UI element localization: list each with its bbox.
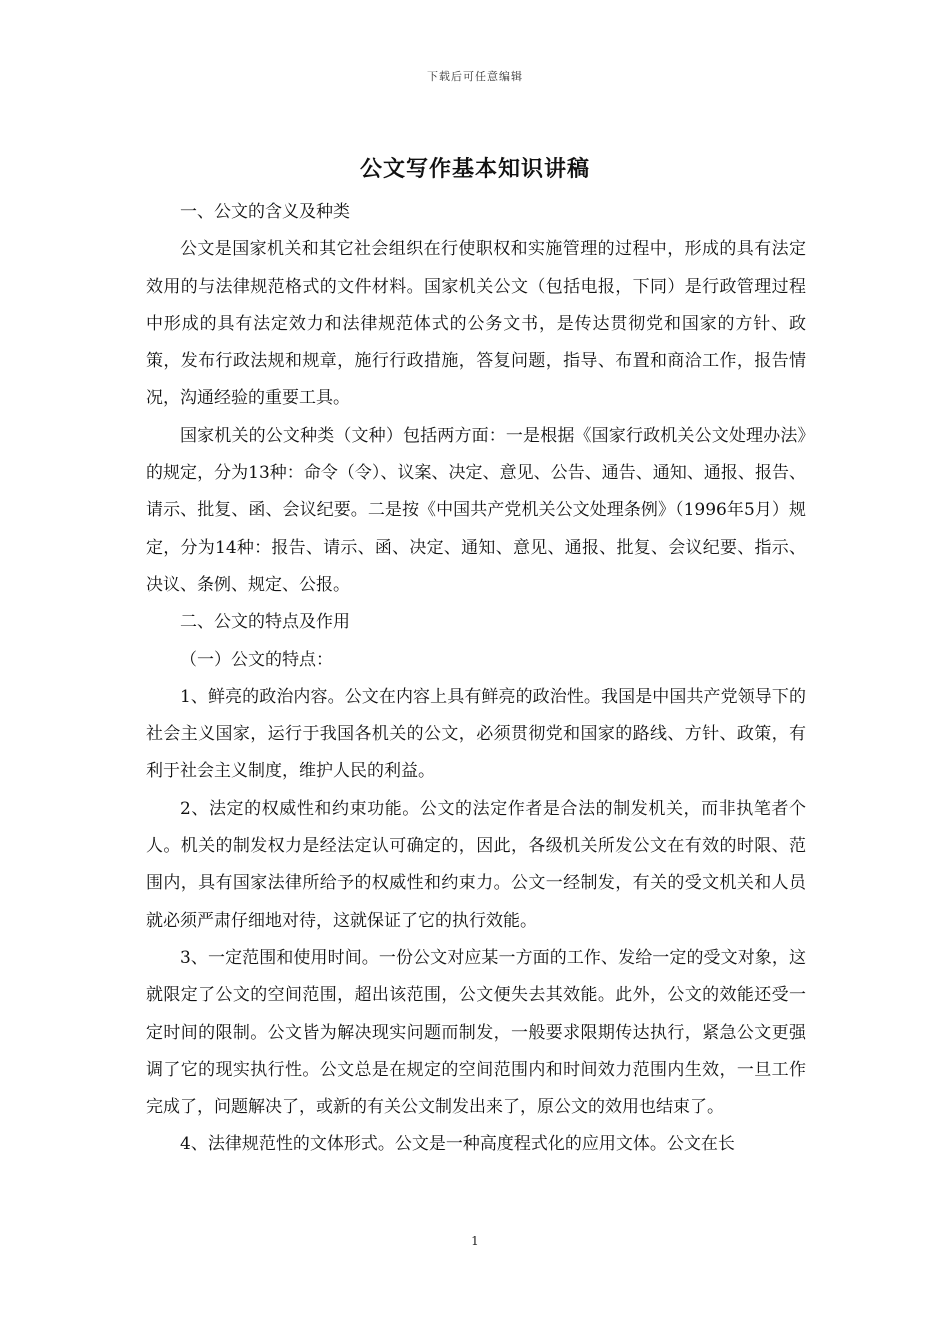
section-heading-2: 二、公文的特点及作用	[180, 612, 350, 633]
paragraph: 4、法律规范性的文体形式。公文是一种高度程式化的应用文体。公文在长	[180, 1134, 735, 1155]
header-note: 下载后可任意编辑	[427, 70, 523, 83]
subsection-heading: （一）公文的特点：	[180, 649, 333, 670]
paragraph: 公文是国家机关和其它社会组织在行使职权和实施管理的过程中，形成的具有法定效用的与法律规范格式的文件材料。国家机关公文（包括电报，下同）是行政管理过程中形成的具有法定效力和法律规范体式的公务文书，是传达贯彻党和国家的方针、政策，发布行政法规和规章，施行行政措施，答复问题，指导、布置和商洽工作，报告情况，沟通经验的重要工具。	[146, 239, 806, 409]
section-heading-1: 一、公文的含义及种类	[180, 202, 350, 222]
paragraph: 3、一定范围和使用时间。一份公文对应某一方面的工作、发给一定的受文对象，这就限定了公文的空间范围，超出该范围，公文便失去其效能。此外，公文的效能还受一定时间的限制。公文皆为解决现实问题而制发，一般要求限期传达执行，紧急公文更强调了它的现实执行性。公文总是在规定的空间范围内和时间效力范围内生效，一旦工作完成了，问题解决了，或新的有关公文制发出来了，原公文的效用也结束了。	[146, 947, 806, 1118]
document-body	[146, 194, 806, 1164]
page-number: 1	[471, 1234, 479, 1248]
paragraph: 2、法定的权威性和约束功能。公文的法定作者是合法的制发机关，而非执笔者个人。机关的制发权力是经法定认可确定的，因此，各级机关所发公文在有效的时限、范围内，具有国家法律所给予的权威性和约束力。公文一经制发，有关的受文机关和人员就必须严肃仔细地对待，这就保证了它的执行效能。	[146, 798, 806, 931]
document-title: 公文写作基本知识讲稿	[359, 157, 590, 182]
paragraph: 国家机关的公文种类（文种）包括两方面：一是根据《国家行政机关公文处理办法》的规定，分为13种：命令（令）、议案、决定、意见、公告、通告、通知、通报、报告、请示、批复、函、会议纪要。二是按《中国共产党机关公文处理条例》（1996年5月）规定，分为14种：报告、请示、函、决定、通知、意见、通报、批复、会议纪要、指示、决议、条例、规定、公报。	[146, 425, 806, 595]
paragraph: 1、鲜亮的政治内容。公文在内容上具有鲜亮的政治性。我国是中国共产党领导下的社会主义国家，运行于我国各机关的公文，必须贯彻党和国家的路线、方针、政策，有利于社会主义制度，维护人民的利益。	[146, 686, 806, 782]
